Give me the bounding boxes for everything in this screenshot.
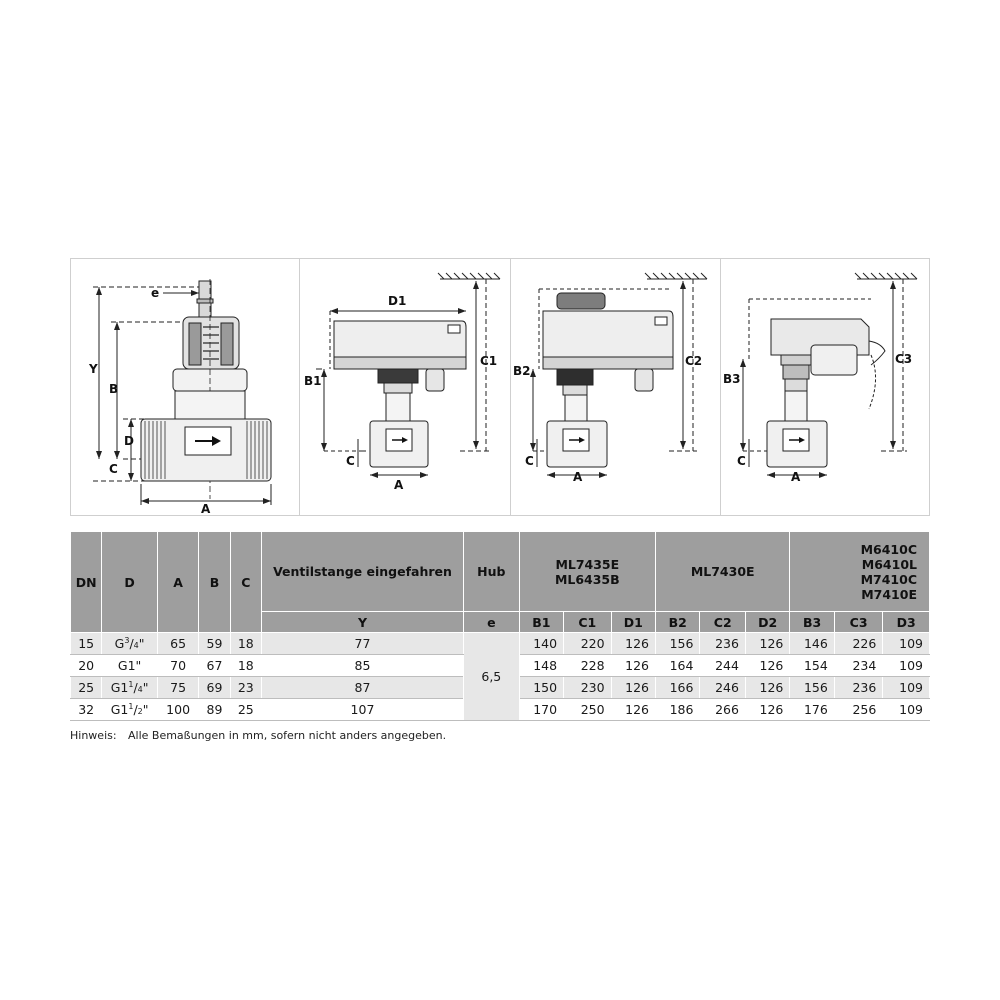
actuator-m6410c-svg bbox=[721, 259, 931, 517]
actuator-ml7435e-svg bbox=[300, 259, 512, 517]
actuator-ml7430e-drawing bbox=[510, 258, 721, 516]
cell-d3: 109 bbox=[883, 677, 930, 699]
label-d: D bbox=[124, 434, 134, 448]
cell-y: 77 bbox=[261, 633, 463, 655]
cell-b1: 148 bbox=[519, 655, 563, 677]
label-d1: D1 bbox=[388, 294, 407, 308]
label-b3: B3 bbox=[723, 372, 741, 386]
label-a: A bbox=[201, 502, 211, 516]
col-y: Y bbox=[261, 612, 463, 633]
cell-b: 69 bbox=[199, 677, 230, 699]
cell-c1: 228 bbox=[564, 655, 611, 677]
col-b2: B2 bbox=[656, 612, 700, 633]
label-c-p3: C bbox=[525, 454, 534, 468]
col-dn: DN bbox=[71, 532, 102, 633]
cell-d: G1" bbox=[102, 655, 158, 677]
cell-d1: 126 bbox=[611, 655, 655, 677]
cell-c: 18 bbox=[230, 633, 261, 655]
cell-b3: 146 bbox=[790, 633, 834, 655]
cell-d: $G1^1/2$" bbox=[102, 699, 158, 721]
col-b: B bbox=[199, 532, 230, 633]
cell-b2: 166 bbox=[656, 677, 700, 699]
cell-dn: 20 bbox=[71, 655, 102, 677]
label-c3: C3 bbox=[895, 352, 913, 366]
cell-d3: 109 bbox=[883, 699, 930, 721]
table-row bbox=[71, 633, 930, 655]
label-a-p4: A bbox=[791, 470, 801, 484]
label-b1: B1 bbox=[304, 374, 322, 388]
col-c2: C2 bbox=[700, 612, 745, 633]
cell-d: $G^3/4$" bbox=[102, 633, 158, 655]
cell-d2: 126 bbox=[745, 655, 789, 677]
cell-d1: 126 bbox=[611, 699, 655, 721]
cell-a: 100 bbox=[157, 699, 198, 721]
col-d3: D3 bbox=[883, 612, 930, 633]
cell-d3: 109 bbox=[883, 655, 930, 677]
cell-y: 107 bbox=[261, 699, 463, 721]
dimension-drawings bbox=[70, 258, 930, 516]
col-d1: D1 bbox=[611, 612, 655, 633]
cell-a: 70 bbox=[157, 655, 198, 677]
label-a-p3: A bbox=[573, 470, 583, 484]
col-c3: C3 bbox=[834, 612, 883, 633]
group-ml7435e: ML7435E ML6435B bbox=[519, 532, 655, 612]
cell-d3: 109 bbox=[883, 633, 930, 655]
cell-b1: 150 bbox=[519, 677, 563, 699]
col-b1: B1 bbox=[519, 612, 563, 633]
cell-d2: 126 bbox=[745, 633, 789, 655]
label-c-p4: C bbox=[737, 454, 746, 468]
cell-c1: 250 bbox=[564, 699, 611, 721]
col-a: A bbox=[157, 532, 198, 633]
label-c-p2: C bbox=[346, 454, 355, 468]
cell-b1: 170 bbox=[519, 699, 563, 721]
cell-d: $G1^1/4$" bbox=[102, 677, 158, 699]
cell-c1: 230 bbox=[564, 677, 611, 699]
col-c: C bbox=[230, 532, 261, 633]
actuator-m6410c-drawing bbox=[720, 258, 930, 516]
dimensions-table bbox=[70, 531, 930, 721]
cell-b3: 176 bbox=[790, 699, 834, 721]
cell-a: 65 bbox=[157, 633, 198, 655]
label-b2: B2 bbox=[513, 364, 531, 378]
label-c: C bbox=[109, 462, 118, 476]
group-m6410c: M6410C M6410L M7410C M7410E bbox=[790, 532, 930, 612]
label-y: Y bbox=[89, 362, 98, 376]
cell-c2: 246 bbox=[700, 677, 745, 699]
label-e: e bbox=[151, 286, 160, 300]
cell-c3: 226 bbox=[834, 633, 883, 655]
cell-c3: 256 bbox=[834, 699, 883, 721]
cell-b3: 156 bbox=[790, 677, 834, 699]
col-b3: B3 bbox=[790, 612, 834, 633]
group-ml7430e: ML7430E bbox=[656, 532, 790, 612]
col-d2: D2 bbox=[745, 612, 789, 633]
col-stem: Ventilstange eingefahren bbox=[261, 532, 463, 612]
cell-y: 85 bbox=[261, 655, 463, 677]
cell-c2: 236 bbox=[700, 633, 745, 655]
cell-dn: 32 bbox=[71, 699, 102, 721]
cell-b2: 156 bbox=[656, 633, 700, 655]
col-hub: Hub bbox=[464, 532, 520, 612]
cell-d2: 126 bbox=[745, 699, 789, 721]
label-a-p2: A bbox=[394, 478, 404, 492]
cell-c2: 244 bbox=[700, 655, 745, 677]
col-c1: C1 bbox=[564, 612, 611, 633]
cell-c3: 234 bbox=[834, 655, 883, 677]
cell-b: 59 bbox=[199, 633, 230, 655]
col-e: e bbox=[464, 612, 520, 633]
cell-b2: 186 bbox=[656, 699, 700, 721]
cell-c3: 236 bbox=[834, 677, 883, 699]
cell-b: 67 bbox=[199, 655, 230, 677]
cell-b3: 154 bbox=[790, 655, 834, 677]
cell-hub: 6,5 bbox=[464, 633, 520, 721]
cell-c: 18 bbox=[230, 655, 261, 677]
cell-b1: 140 bbox=[519, 633, 563, 655]
label-c2: C2 bbox=[685, 354, 703, 368]
footnote-text: Alle Bemaßungen in mm, sofern nicht anders angegeben. bbox=[128, 729, 447, 742]
label-c1: C1 bbox=[480, 354, 498, 368]
cell-d1: 126 bbox=[611, 677, 655, 699]
label-b: B bbox=[109, 382, 119, 396]
cell-c1: 220 bbox=[564, 633, 611, 655]
cell-y: 87 bbox=[261, 677, 463, 699]
cell-a: 75 bbox=[157, 677, 198, 699]
cell-b2: 164 bbox=[656, 655, 700, 677]
cell-b: 89 bbox=[199, 699, 230, 721]
cell-d1: 126 bbox=[611, 633, 655, 655]
cell-d2: 126 bbox=[745, 677, 789, 699]
actuator-ml7430e-svg bbox=[511, 259, 722, 517]
cell-c: 25 bbox=[230, 699, 261, 721]
cell-c2: 266 bbox=[700, 699, 745, 721]
footnote-label: Hinweis: bbox=[70, 729, 117, 742]
valve-body-svg bbox=[71, 259, 301, 517]
cell-dn: 25 bbox=[71, 677, 102, 699]
header-row-1 bbox=[71, 532, 930, 612]
actuator-ml7435e-drawing bbox=[299, 258, 511, 516]
cell-dn: 15 bbox=[71, 633, 102, 655]
cell-c: 23 bbox=[230, 677, 261, 699]
valve-body-drawing bbox=[70, 258, 300, 516]
col-d: D bbox=[102, 532, 158, 633]
footnote bbox=[70, 729, 446, 742]
